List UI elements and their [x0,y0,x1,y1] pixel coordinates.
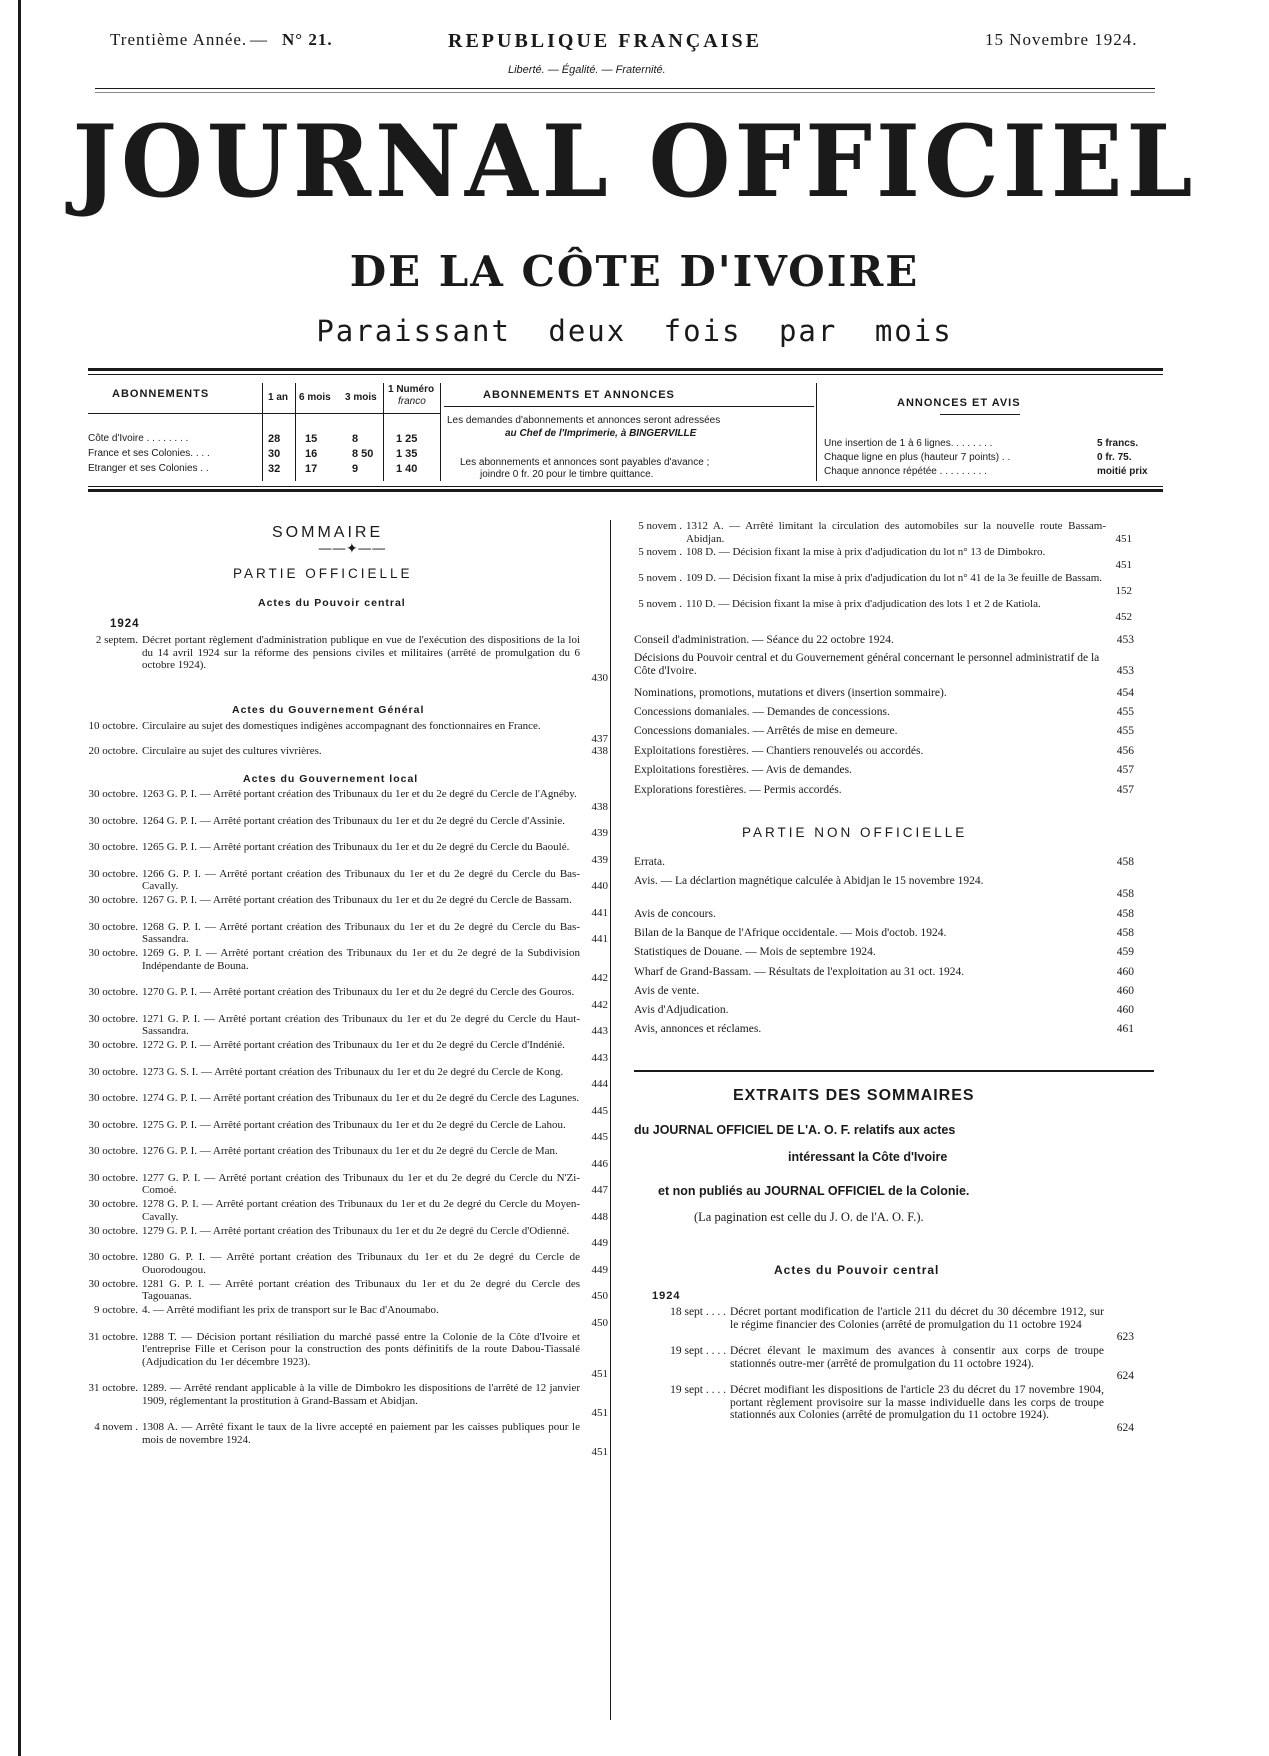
line-page: 457 [1116,784,1134,796]
entry-text: 108 D. — Décision fixant la mise à prix d'adjudication du lot n° 13 de Dimbokro. [686,546,1046,558]
entry-page: 445 [591,1131,608,1143]
entry-date: 30 octobre. [88,788,138,800]
entry-text: 1277 G. P. I. — Arrêté portant création des Tribunaux du 1er et du 2e degré du Cercle du N'Zi-Comoé. [142,1171,580,1196]
entry-text: 1278 G. P. I. — Arrêté portant création des Tribunaux du 1er et du 2e degré du Cercle du Moyen-Cavally. [142,1198,580,1223]
extraits-pouvoir-central: Actes du Pouvoir central [774,1263,940,1277]
journal-tagline: Paraissant deux fois par mois [316,314,953,348]
line-page: 460 [1116,985,1134,997]
line-page: 458 [1116,908,1134,920]
band-bottom-rule [88,486,1163,487]
entry-text: 1274 G. P. I. — Arrêté portant création des Tribunaux du 1er et du 2e degré du Cercle des Lagunes. [142,1092,580,1104]
col-1an: 1 an [268,392,289,403]
extraits-top-rule [634,1070,1154,1072]
summary-entry [72,1172,608,1197]
entry-text: 1280 G. P. I. — Arrêté portant création des Tribunaux du 1er et du 2e degré du Cercle de Ouorodougou. [142,1251,580,1276]
extraits-line-3: et non publiés au JOURNAL OFFICIEL de la Colonie. [658,1184,970,1198]
entry-date: 31 octobre. [88,1330,138,1343]
row-1an: 32 [268,463,281,475]
band-top-rule [88,368,1163,371]
entry-text: 1312 A. — Arrêté limitant la circulation des automobiles sur la nouvelle route Bassam-Abidjan. [686,520,1106,545]
summary-line [634,784,1134,797]
summary-entry [72,921,608,946]
entry-page: 430 [591,671,608,684]
row-label: Côte d'Ivoire . . . . . . . . [88,433,189,444]
summary-entry [72,986,608,1011]
entry-page: 442 [591,972,608,984]
entry-date: 30 octobre. [88,1145,138,1157]
summary-entry [72,1092,608,1117]
row-3mois: 8 50 [352,448,374,460]
summary-line [634,706,1134,719]
entry-page: 449 [591,1237,608,1249]
entry-page: 450 [591,1316,608,1329]
entry-text: Circulaire au sujet des cultures vivrières. [142,745,322,757]
line-page: 453 [1116,664,1134,677]
mid-text-3: Les abonnements et annonces sont payables d'avance ; [460,457,710,468]
summary-line [634,875,1134,900]
entry-page: 451 [1115,558,1132,571]
entry-text: 1276 G. P. I. — Arrêté portant création des Tribunaux du 1er et du 2e degré du Cercle de Man. [142,1145,558,1157]
line-page: 458 [1116,887,1134,900]
entry-page: 443 [591,1051,608,1064]
entry-page: 447 [591,1184,608,1196]
line-text: Nominations, promotions, mutations et divers (insertion sommaire). [634,687,947,699]
entry-page: 438 [591,745,608,757]
rate-label: Chaque ligne en plus (hauteur 7 points) . . [824,452,1011,463]
extraits-year: 1924 [652,1290,681,1302]
entry-text: 1289. — Arrêté rendant applicable à la ville de Dimbokro les dispositions de l'arrêté de 12 janvier 1909, réglementant la prostitution à Grand-Bassam et Abidjan. [142,1382,580,1407]
entry-page: 451 [591,1407,608,1419]
entry-date: 30 octobre. [88,1039,138,1051]
extraits-line-2: intéressant la Côte d'Ivoire [788,1150,948,1164]
band-bottom-rule-2 [88,489,1163,492]
summary-entry [634,1306,1134,1344]
summary-entry [634,1345,1134,1383]
summary-entry [72,815,608,840]
line-page: 454 [1116,687,1134,699]
entry-date: 18 sept . . . . [670,1306,726,1318]
entry-date: 5 novem . [638,598,682,610]
entry-page: 152 [1115,584,1132,597]
summary-line [634,687,1134,700]
summary-entry [620,598,1132,623]
mid-text-1: Les demandes d'abonnements et annonces seront adressées [447,415,721,426]
sommaire-title: SOMMAIRE [272,524,384,541]
line-text: Concessions domaniales. — Arrêtés de mise en demeure. [634,725,898,737]
entry-page: 623 [1116,1331,1134,1343]
entry-date: 20 octobre. [88,745,138,757]
col-numero: 1 Numéro [388,384,435,395]
entry-date: 30 octobre. [88,894,138,906]
col-3mois: 3 mois [345,392,377,403]
row-label: France et ses Colonies. . . . [88,448,210,459]
header-dash: — [250,30,268,49]
entry-date: 30 octobre. [88,920,138,933]
section-pouvoir-central: Actes du Pouvoir central [258,597,406,609]
entry-date: 30 octobre. [88,1118,138,1131]
entry-date: 19 sept . . . . [670,1384,726,1396]
entry-text: 1275 G. P. I. — Arrêté portant création des Tribunaux du 1er et du 2e degré du Cercle de Lahou. [142,1118,566,1131]
header-rule [95,88,1155,89]
year-label: Trentième Année. [110,30,248,49]
extraits-line-1: du JOURNAL OFFICIEL DE L'A. O. F. relatifs aux actes [634,1123,956,1137]
summary-entry [620,546,1132,571]
row-numero: 1 25 [396,433,418,445]
summary-entry [72,1145,608,1170]
entry-date: 9 octobre. [94,1304,138,1316]
entry-text: 1265 G. P. I. — Arrêté portant création des Tribunaux du 1er et du 2e degré du Cercle du Baoulé. [142,841,570,853]
band-divider [816,383,817,481]
rate-price: moitié prix [1097,466,1148,477]
row-1an: 30 [268,448,281,460]
partie-non-officielle-heading: PARTIE NON OFFICIELLE [742,825,968,840]
line-page: 460 [1116,966,1134,978]
line-text: Bilan de la Banque de l'Afrique occidentale. — Mois d'octob. 1924. [634,927,947,939]
summary-entry [72,634,608,684]
entry-page: 444 [591,1078,608,1090]
rate-label: Une insertion de 1 à 6 lignes. . . . . . . . [824,438,993,449]
entry-page: 438 [591,800,608,813]
line-page: 455 [1116,725,1134,737]
summary-entry [72,1421,608,1459]
line-text: Avis, annonces et réclames. [634,1023,762,1035]
summary-line [634,908,1134,921]
entry-date: 30 octobre. [88,1065,138,1078]
row-3mois: 9 [352,463,359,475]
line-page: 458 [1116,856,1134,868]
entry-date: 2 septem. [95,634,138,646]
mid-heading: ABONNEMENTS ET ANNONCES [483,389,675,401]
entry-text: 1271 G. P. I. — Arrêté portant création des Tribunaux du 1er et du 2e degré du Cercle du Haut-Sassandra. [142,1012,580,1037]
mid-text-2: au Chef de l'Imprimerie, à BINGERVILLE [505,428,697,439]
right-heading: ANNONCES ET AVIS [897,397,1021,409]
column-divider [610,520,611,1720]
summary-entry [620,572,1132,597]
line-text: Wharf de Grand-Bassam. — Résultats de l'exploitation au 31 oct. 1924. [634,966,965,978]
row-numero: 1 40 [396,463,418,475]
row-1an: 28 [268,433,281,445]
row-numero: 1 35 [396,448,418,460]
mid-heading-rule [444,406,814,407]
summary-entry [72,720,608,745]
table-header-rule [88,413,440,414]
line-page: 460 [1116,1004,1134,1016]
summary-entry [72,1304,608,1329]
entry-page: 441 [591,906,608,919]
issue-number: N° 21. [282,30,333,49]
line-page: 455 [1116,706,1134,718]
entry-text: 1273 G. S. I. — Arrêté portant création des Tribunaux du 1er et du 2e degré du Cercle de Kong. [142,1065,564,1078]
entry-text: 110 D. — Décision fixant la mise à prix d'adjudication des lots 1 et 2 de Katiola. [686,598,1041,610]
entry-text: 1267 G. P. I. — Arrêté portant création des Tribunaux du 1er et du 2e degré du Cercle de Bassam. [142,894,572,906]
summary-entry [72,1013,608,1038]
entry-date: 30 octobre. [88,1224,138,1237]
summary-entry [72,1225,608,1250]
entry-page: 449 [591,1263,608,1276]
line-page: 453 [1116,634,1134,646]
row-6mois: 16 [305,448,318,460]
line-text: Exploitations forestières. — Chantiers renouvelés ou accordés. [634,745,924,757]
rate-price: 5 francs. [1097,438,1139,449]
entry-page: 441 [591,933,608,945]
summary-line [634,745,1134,758]
entry-page: 450 [591,1290,608,1302]
ornament-icon: ——✦—— [318,541,386,557]
line-page: 459 [1116,946,1134,958]
summary-line [634,927,1134,940]
entry-date: 30 octobre. [88,1171,138,1184]
entry-page: 440 [591,880,608,892]
entry-page: 446 [591,1157,608,1170]
entry-text: Circulaire au sujet des domestiques indigènes accompagnant des fonctionnaires en France. [142,720,541,732]
line-page: 461 [1116,1023,1134,1035]
entry-text: Décret élevant le maximum des avances à consentir aux corps de troupe stationnés outre-mer (arrêté de promulgation du 11 octobre 1924). [730,1345,1104,1370]
col-numero-sub: franco [398,396,426,407]
band-divider [383,383,384,481]
summary-line [634,634,1134,647]
line-page: 457 [1116,764,1134,776]
entry-page: 452 [1115,610,1132,623]
entry-text: 1263 G. P. I. — Arrêté portant création des Tribunaux du 1er et du 2e degré du Cercle de l'Agnéby. [142,788,577,800]
entry-date: 5 novem . [638,546,682,558]
summary-entry [72,1198,608,1223]
line-text: Avis. — La déclartion magnétique calculée à Abidjan le 15 novembre 1924. [634,875,984,887]
summary-line [634,856,1134,869]
line-page: 456 [1116,745,1134,757]
extraits-note: (La pagination est celle du J. O. de l'A. O. F.). [694,1210,924,1224]
line-text: Statistiques de Douane. — Mois de septembre 1924. [634,946,876,958]
line-text: Décisions du Pouvoir central et du Gouvernement général concernant le personnel administratif de la Côte d'Ivoire. [634,652,1100,677]
entry-date: 10 octobre. [88,720,138,732]
entry-text: 1272 G. P. I. — Arrêté portant création des Tribunaux du 1er et du 2e degré du Cercle d'Indénié. [142,1039,565,1051]
rate-price: 0 fr. 75. [1097,452,1132,463]
summary-line [634,1004,1134,1017]
band-divider [262,383,263,481]
entry-page: 437 [591,732,608,745]
summary-entry [72,868,608,893]
entry-text: 109 D. — Décision fixant la mise à prix d'adjudication du lot n° 41 de la 3e feuille de Bassam. [686,572,1103,584]
band-divider [295,383,296,481]
summary-line [634,946,1134,959]
summary-entry [72,1119,608,1144]
summary-entry [72,1382,608,1420]
summary-line [634,1023,1134,1036]
entry-text: 4. — Arrêté modifiant les prix de transport sur le Bac d'Anoumabo. [142,1304,439,1316]
entry-date: 30 octobre. [88,1251,138,1263]
issue-date: 15 Novembre 1924. [985,30,1138,49]
summary-entry [72,788,608,813]
entry-text: 1308 A. — Arrêté fixant le taux de la livre accepté en paiement par les caisses publiques pour le mois de novembre 1924. [142,1421,580,1446]
section-gouv-general: Actes du Gouvernement Général [232,704,425,716]
entry-page: 624 [1116,1370,1134,1382]
summary-line [634,966,1134,979]
right-heading-rule [940,414,1020,415]
entry-date: 5 novem . [638,572,682,584]
summary-entry [72,1066,608,1091]
line-text: Explorations forestières. — Permis accordés. [634,784,842,796]
entry-text: Décret portant règlement d'administration publique en vue de l'exécution des dispositions de la loi du 14 avril 1924 sur la réforme des pensions civiles et militaires (arrêté de promulgation du 6 octobre 1924). [142,634,580,671]
partie-officielle-heading: PARTIE OFFICIELLE [233,566,413,581]
entry-page: 445 [591,1104,608,1117]
summary-entry [72,1039,608,1064]
band-top-rule-2 [88,374,1163,375]
entry-date: 5 novem . [638,520,682,532]
summary-entry [72,1278,608,1303]
entry-date: 30 octobre. [88,1012,138,1025]
summary-line [634,985,1134,998]
entry-page: 624 [1116,1421,1134,1434]
summary-entry [72,841,608,866]
section-gouv-local: Actes du Gouvernement local [243,773,419,785]
entry-date: 30 octobre. [88,867,138,880]
row-3mois: 8 [352,433,359,445]
entry-page: 439 [591,853,608,866]
line-text: Conseil d'administration. — Séance du 22 octobre 1924. [634,634,894,646]
republic-heading: REPUBLIQUE FRANÇAISE [448,30,762,52]
entry-text: 1264 G. P. I. — Arrêté portant création des Tribunaux du 1er et du 2e degré du Cercle d'Assinie. [142,814,565,827]
row-6mois: 17 [305,463,318,475]
entry-date: 30 octobre. [88,947,138,959]
summary-entry [620,520,1132,545]
col-6mois: 6 mois [299,392,331,403]
summary-entry [634,1384,1134,1434]
mid-text-4: joindre 0 fr. 20 pour le timbre quittance. [480,469,654,480]
journal-subtitle: DE LA CÔTE D'IVOIRE [349,247,920,296]
year-heading: 1924 [110,618,140,630]
line-page: 458 [1116,927,1134,939]
entry-page: 451 [1115,532,1132,545]
entry-text: 1281 G. P. I. — Arrêté portant création des Tribunaux du 1er et du 2e degré du Cercle des Tagouanas. [142,1277,580,1302]
summary-entry [72,894,608,919]
entry-date: 30 octobre. [88,1198,138,1210]
journal-title: JOURNAL OFFICIEL [72,103,1197,221]
row-6mois: 15 [305,433,318,445]
line-text: Avis de vente. [634,985,700,997]
entry-text: 1270 G. P. I. — Arrêté portant création des Tribunaux du 1er et du 2e degré du Cercle des Gouros. [142,986,575,998]
entry-date: 30 octobre. [88,1092,138,1104]
line-text: Avis de concours. [634,908,716,920]
entry-date: 30 octobre. [88,1277,138,1290]
entry-date: 31 octobre. [88,1382,138,1394]
summary-entry [72,745,608,758]
entry-date: 19 sept . . . . [670,1345,726,1357]
band-divider [440,383,441,481]
line-text: Concessions domaniales. — Demandes de concessions. [634,706,890,718]
entry-text: 1279 G. P. I. — Arrêté portant création des Tribunaux du 1er et du 2e degré du Cercle d'Odienné. [142,1224,570,1237]
rate-label: Chaque annonce répétée . . . . . . . . . [824,466,987,477]
entry-text: Décret modifiant les dispositions de l'article 23 du décret du 17 novembre 1904, portant règlement provisoire sur la masse individuelle dans les corps de troupe stationnés aux Colonies (arrêté de promulgation du 11 octobre 1924). [730,1384,1104,1421]
extraits-title: EXTRAITS DES SOMMAIRES [733,1087,975,1104]
summary-line [634,725,1134,738]
summary-entry [72,947,608,985]
entry-page: 448 [591,1210,608,1223]
subscriptions-heading: ABONNEMENTS [112,388,210,400]
summary-entry [72,1331,608,1381]
entry-page: 439 [591,827,608,839]
summary-entry [72,1251,608,1276]
entry-date: 30 octobre. [88,986,138,998]
entry-page: 451 [591,1446,608,1458]
summary-line [634,764,1134,777]
entry-text: 1266 G. P. I. — Arrêté portant création des Tribunaux du 1er et du 2e degré du Cercle du Bas-Cavally. [142,867,580,892]
line-text: Errata. [634,856,665,868]
row-label: Etranger et ses Colonies . . [88,463,209,474]
line-text: Avis d'Adjudication. [634,1004,729,1016]
entry-page: 451 [591,1368,608,1380]
line-text: Exploitations forestières. — Avis de demandes. [634,764,852,776]
entry-text: 1269 G. P. I. — Arrêté portant création des Tribunaux du 1er et du 2e degré de la Subdivision Indépendante de Bouna. [142,947,580,972]
entry-page: 442 [591,998,608,1011]
entry-text: 1268 G. P. I. — Arrêté portant création des Tribunaux du 1er et du 2e degré du Cercle du Bas-Sassandra. [142,920,580,945]
entry-text: Décret portant modification de l'article 211 du décret du 30 décembre 1912, sur le régime financier des Colonies (arrêté de promulgation du 11 octobre 1924 [730,1306,1104,1331]
entry-date: 30 octobre. [88,814,138,827]
entry-page: 443 [591,1025,608,1037]
entry-date: 4 novem . [94,1421,138,1433]
entry-date: 30 octobre. [88,841,138,853]
entry-text: 1288 T. — Décision portant résiliation du marché passé entre la Colonie de la Côte d'Ivoire et l'entreprise Fille et Cerison pour la construction des ponts définitifs de la route Dabou-Tiassalé (Adjudication du 1er décembre 1923). [142,1330,580,1368]
motto: Liberté. — Égalité. — Fraternité. [508,64,666,76]
header-rule-2 [95,92,1155,93]
summary-line [634,652,1134,677]
